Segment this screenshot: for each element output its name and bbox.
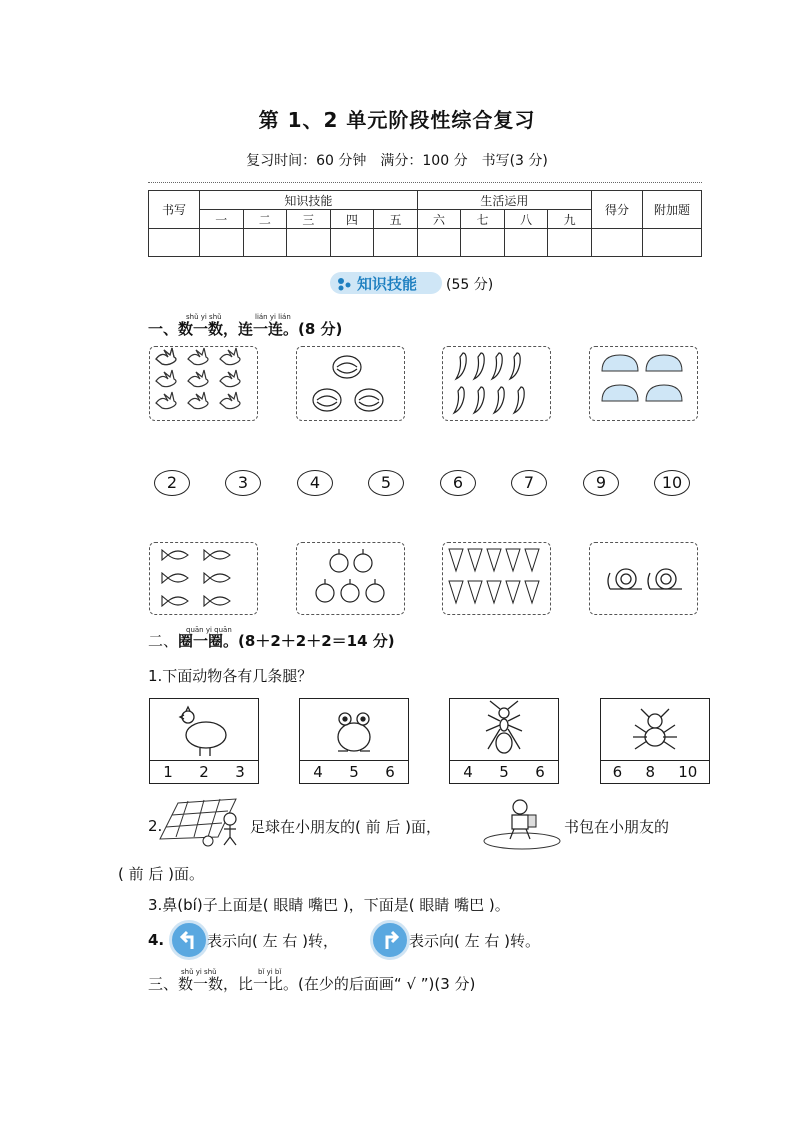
question-1 <box>148 318 342 339</box>
q-score: 。(8 分) <box>283 320 343 338</box>
exam-info: 复习时间：60 分钟 满分：100 分 书写(3 分) <box>246 153 548 169</box>
pinyin: quān yi quān <box>186 626 232 634</box>
watermelon-icon <box>297 347 404 420</box>
picture-box-snails <box>589 542 698 615</box>
option[interactable]: 1 <box>163 763 173 781</box>
q-score: 。(8＋2＋2＋2＝14 分) <box>223 632 395 650</box>
picture-box-watermelons <box>296 346 405 421</box>
number-circle[interactable]: 5 <box>368 470 404 496</box>
option[interactable]: 3 <box>235 763 245 781</box>
score-cell[interactable] <box>643 229 702 257</box>
option[interactable]: 6 <box>535 763 545 781</box>
apple-icon <box>297 543 404 614</box>
option[interactable]: 8 <box>645 763 655 781</box>
number-circle[interactable]: 7 <box>511 470 547 496</box>
option[interactable]: 5 <box>349 763 359 781</box>
score-cell[interactable] <box>374 229 418 257</box>
soccer-scene-illustration <box>158 797 250 849</box>
q-prefix: 二、 <box>148 632 179 650</box>
score-cell[interactable] <box>417 229 461 257</box>
q-prefix: 三、 <box>148 975 179 993</box>
leg-card-ant <box>449 698 559 784</box>
score-col: 一 <box>200 210 244 229</box>
score-cell[interactable] <box>200 229 244 257</box>
score-header-group2: 生活运用 <box>417 191 591 210</box>
score-col: 九 <box>548 210 592 229</box>
score-header-shuxie: 书写 <box>149 191 200 229</box>
options-row <box>450 760 558 783</box>
options-row <box>150 760 258 783</box>
score-col: 七 <box>461 210 505 229</box>
option[interactable]: 4 <box>313 763 323 781</box>
score-header-group1: 知识技能 <box>200 191 418 210</box>
picture-box-peppers <box>442 346 551 421</box>
q2-2-text-c: ( 前 后 )面。 <box>118 865 205 883</box>
pinyin: shǔ yi shǔ <box>186 313 222 321</box>
number-circle[interactable]: 10 <box>654 470 690 496</box>
frog-icon <box>300 699 408 761</box>
score-cell[interactable] <box>149 229 200 257</box>
leg-card-frog <box>299 698 409 784</box>
option[interactable]: 5 <box>499 763 509 781</box>
bird-icon <box>150 347 257 420</box>
q-prefix: 一、 <box>148 320 179 338</box>
number-circle[interactable]: 3 <box>225 470 261 496</box>
number-circle[interactable]: 9 <box>583 470 619 496</box>
question-3 <box>148 973 475 994</box>
score-col: 二 <box>243 210 287 229</box>
option[interactable]: 2 <box>199 763 209 781</box>
turn-right-arrow-icon <box>370 920 410 960</box>
leg-card-spider <box>600 698 710 784</box>
picture-box-birds <box>149 346 258 421</box>
section-badge-label: 知识技能 <box>357 275 418 293</box>
turn-left-arrow-icon <box>169 920 209 960</box>
score-cell[interactable] <box>287 229 331 257</box>
pinyin: lián yi lián <box>255 313 291 321</box>
pinyin: bǐ yi bǐ <box>258 968 282 976</box>
peacock-icon <box>590 347 697 420</box>
q2-4-text-a: 表示向( 左 右 )转， <box>207 932 339 950</box>
score-col: 八 <box>504 210 548 229</box>
score-col: 四 <box>330 210 374 229</box>
score-cell[interactable] <box>592 229 643 257</box>
q2-4-text-b: 表示向( 左 右 )转。 <box>409 932 541 950</box>
q-text: 数一数，比一比。(在少的后面画“ √ ”)(3 分) <box>178 975 476 993</box>
pinyin: shǔ yi shǔ <box>181 968 217 976</box>
option[interactable]: 10 <box>678 763 698 781</box>
number-circle[interactable]: 4 <box>297 470 333 496</box>
page-title: 第 1、2 单元阶段性综合复习 <box>258 108 536 132</box>
question-2 <box>148 630 395 651</box>
score-col: 五 <box>374 210 418 229</box>
q2-2-number: 2. <box>148 817 163 835</box>
q-text: 圈一圈 <box>178 632 224 650</box>
q-text: 连一连 <box>238 320 284 338</box>
score-cell[interactable] <box>504 229 548 257</box>
fish-icon <box>150 543 257 614</box>
ant-icon <box>450 699 558 761</box>
options-row <box>300 760 408 783</box>
divider <box>148 182 702 183</box>
score-cell[interactable] <box>548 229 592 257</box>
score-header-defen: 得分 <box>592 191 643 229</box>
number-circle[interactable]: 6 <box>440 470 476 496</box>
option[interactable]: 6 <box>385 763 395 781</box>
section-badge-score: (55 分) <box>446 277 494 293</box>
leg-card-hen <box>149 698 259 784</box>
sub-question-3: 3.鼻(bí)子上面是( 眼睛 嘴巴 )，下面是( 眼睛 嘴巴 )。 <box>148 896 510 914</box>
spider-icon <box>601 699 709 761</box>
dots-icon <box>337 277 351 291</box>
picture-box-icecreams <box>442 542 551 615</box>
score-cell[interactable] <box>330 229 374 257</box>
pepper-icon <box>443 347 550 420</box>
boy-with-bag-illustration <box>474 795 564 851</box>
score-col: 三 <box>287 210 331 229</box>
sub-question-1: 1.下面动物各有几条腿？ <box>148 667 313 685</box>
q2-2-text-b: 书包在小朋友的 <box>564 818 670 836</box>
q-text: 数一数， <box>178 320 239 338</box>
q2-2-text-a: 足球在小朋友的( 前 后 )面， <box>250 818 442 836</box>
option[interactable]: 4 <box>463 763 473 781</box>
picture-box-peacocks <box>589 346 698 421</box>
number-circle[interactable]: 2 <box>154 470 190 496</box>
q2-4-number: 4. <box>148 931 165 949</box>
snail-icon <box>590 543 697 614</box>
score-cell[interactable] <box>461 229 505 257</box>
options-row <box>601 760 709 783</box>
score-col: 六 <box>417 210 461 229</box>
picture-box-fish <box>149 542 258 615</box>
score-table <box>148 190 702 257</box>
picture-box-apples <box>296 542 405 615</box>
option[interactable]: 6 <box>612 763 623 781</box>
score-header-fujia: 附加题 <box>643 191 702 229</box>
hen-icon <box>150 699 258 761</box>
ice-cream-icon <box>443 543 550 614</box>
score-cell[interactable] <box>243 229 287 257</box>
